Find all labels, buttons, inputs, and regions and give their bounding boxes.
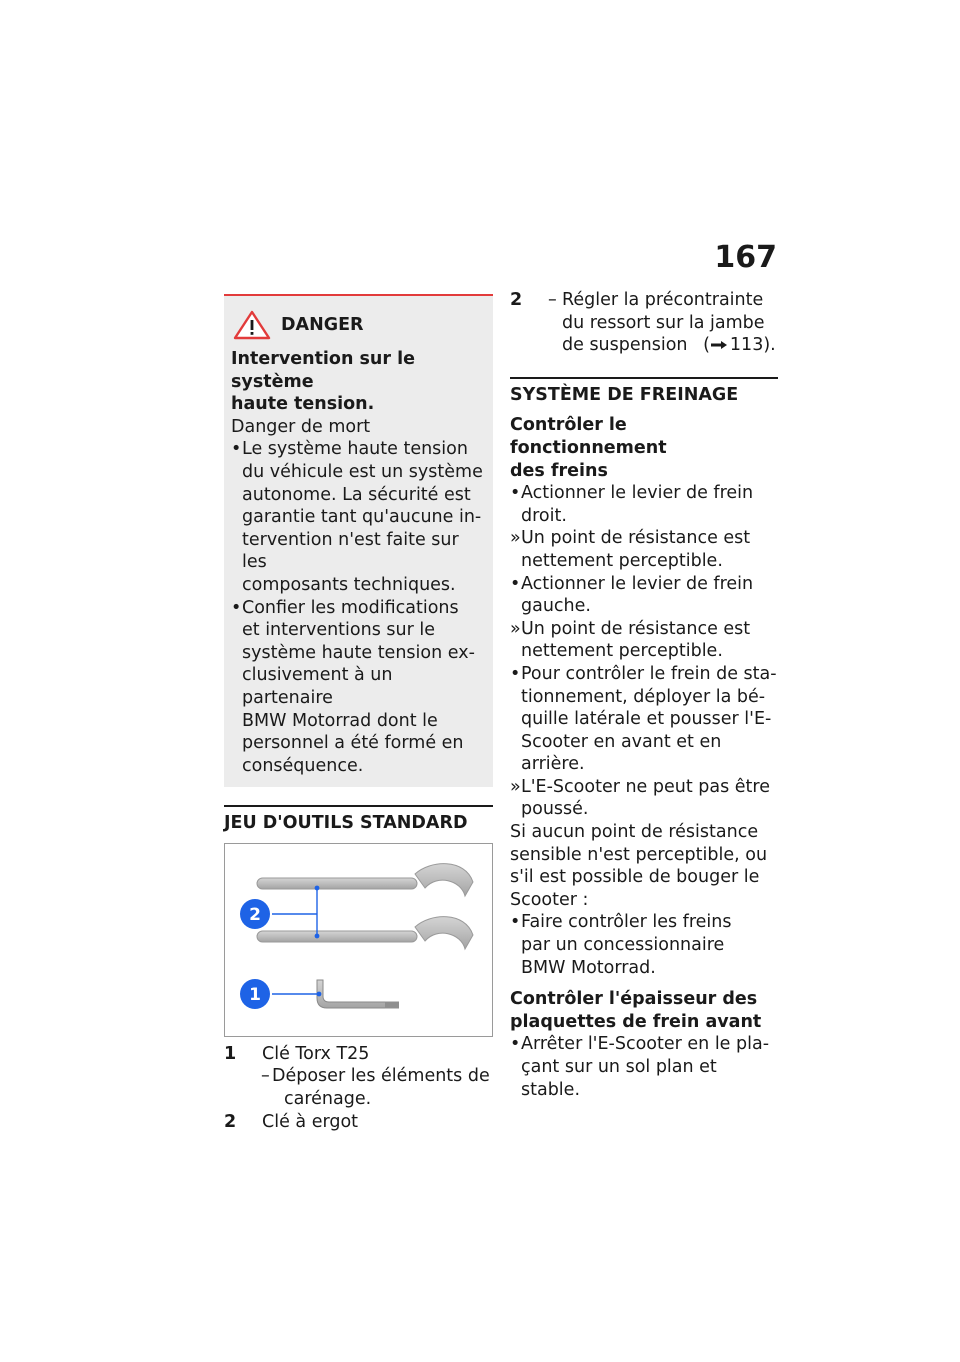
danger-subtitle: Danger de mort bbox=[231, 416, 371, 437]
pads-check-list bbox=[510, 1033, 778, 1101]
list-item: » Un point de résistance est nettement perceptible. bbox=[510, 528, 751, 571]
step-2: 2 – Régler la précontrainte du ressort sur la jambe de suspension ( 113). bbox=[510, 290, 776, 356]
section-title-brakes: SYSTÈME DE FREINAGE bbox=[510, 377, 778, 407]
page-number: 167 bbox=[714, 240, 777, 275]
torx-key bbox=[317, 980, 399, 1009]
list-item: • Arrêter l'E-Scooter en le pla- çant sur un sol plan et stable. bbox=[510, 1034, 770, 1100]
brake-check-list bbox=[510, 482, 778, 821]
danger-label: DANGER bbox=[281, 314, 364, 335]
list-item: » Un point de résistance est nettement perceptible. bbox=[510, 618, 751, 662]
legend-item-2 bbox=[224, 1111, 493, 1134]
list-item: • Actionner le levier de frein gauche. bbox=[510, 573, 754, 617]
list-item: • Le système haute tension du véhicule est un système autonome. La sécurité est garantie tant qu'aucune in- tervention n'est faite sur les composants techniques. bbox=[231, 438, 486, 596]
danger-bullet-list bbox=[231, 438, 486, 777]
section-title-tools: JEU D'OUTILS STANDARD bbox=[224, 805, 493, 835]
legend-substep: – Déposer les éléments de carénage. bbox=[261, 1066, 490, 1110]
warning-triangle-icon bbox=[233, 310, 271, 340]
legend-number: 2 bbox=[224, 1111, 237, 1132]
list-item: • Faire contrôler les freins par un concessionnaire BMW Motorrad. bbox=[510, 912, 732, 978]
list-item: • Confier les modifications et interventions sur le système haute tension ex- clusivement à un partenaire BMW Motorrad dont le personnel a été formé en conséquence. bbox=[231, 597, 486, 778]
paragraph: Si aucun point de résistance sensible n'est perceptible, ou s'il est possible de bouger le Scooter : bbox=[510, 822, 768, 910]
left-column bbox=[224, 294, 493, 1133]
callout-1-label: 1 bbox=[249, 984, 261, 1005]
hook-wrench-lower bbox=[257, 917, 473, 949]
legend-item-1 bbox=[224, 1043, 493, 1066]
danger-title-line: haute tension. bbox=[231, 394, 375, 415]
list-item: • Actionner le levier de frein droit. bbox=[510, 483, 754, 526]
list-item: » L'E-Scooter ne peut pas être poussé. bbox=[510, 776, 770, 820]
tools-figure bbox=[224, 843, 493, 1037]
callout-2-badge bbox=[240, 899, 270, 929]
page-reference-arrow-icon bbox=[710, 340, 728, 350]
callout-2-label: 2 bbox=[249, 904, 261, 925]
hook-wrench-upper bbox=[257, 864, 473, 896]
danger-header bbox=[231, 310, 486, 340]
page-reference: 113). bbox=[729, 335, 776, 356]
dealer-check-list bbox=[510, 911, 778, 979]
subheading-check-pads: Contrôler l'épaisseur des plaquettes de frein avant bbox=[510, 989, 762, 1032]
callout-1-badge bbox=[240, 979, 270, 1009]
legend-number: 1 bbox=[224, 1043, 237, 1064]
danger-title bbox=[231, 348, 486, 416]
step-number: 2 bbox=[510, 290, 523, 310]
legend-label: Clé à ergot bbox=[262, 1111, 359, 1132]
right-column bbox=[510, 289, 778, 1101]
list-item: • Pour contrôler le frein de sta- tionnement, déployer la bé- quille latérale et pousser l'E- Scooter en avant et en arrière. bbox=[510, 663, 777, 775]
danger-title-line: Intervention sur le système bbox=[231, 349, 415, 392]
subheading-check-function: Contrôler le fonctionnement des freins bbox=[510, 415, 667, 481]
danger-box bbox=[224, 294, 493, 787]
legend-label: Clé Torx T25 bbox=[262, 1043, 370, 1064]
tool-illustration bbox=[225, 844, 493, 1034]
